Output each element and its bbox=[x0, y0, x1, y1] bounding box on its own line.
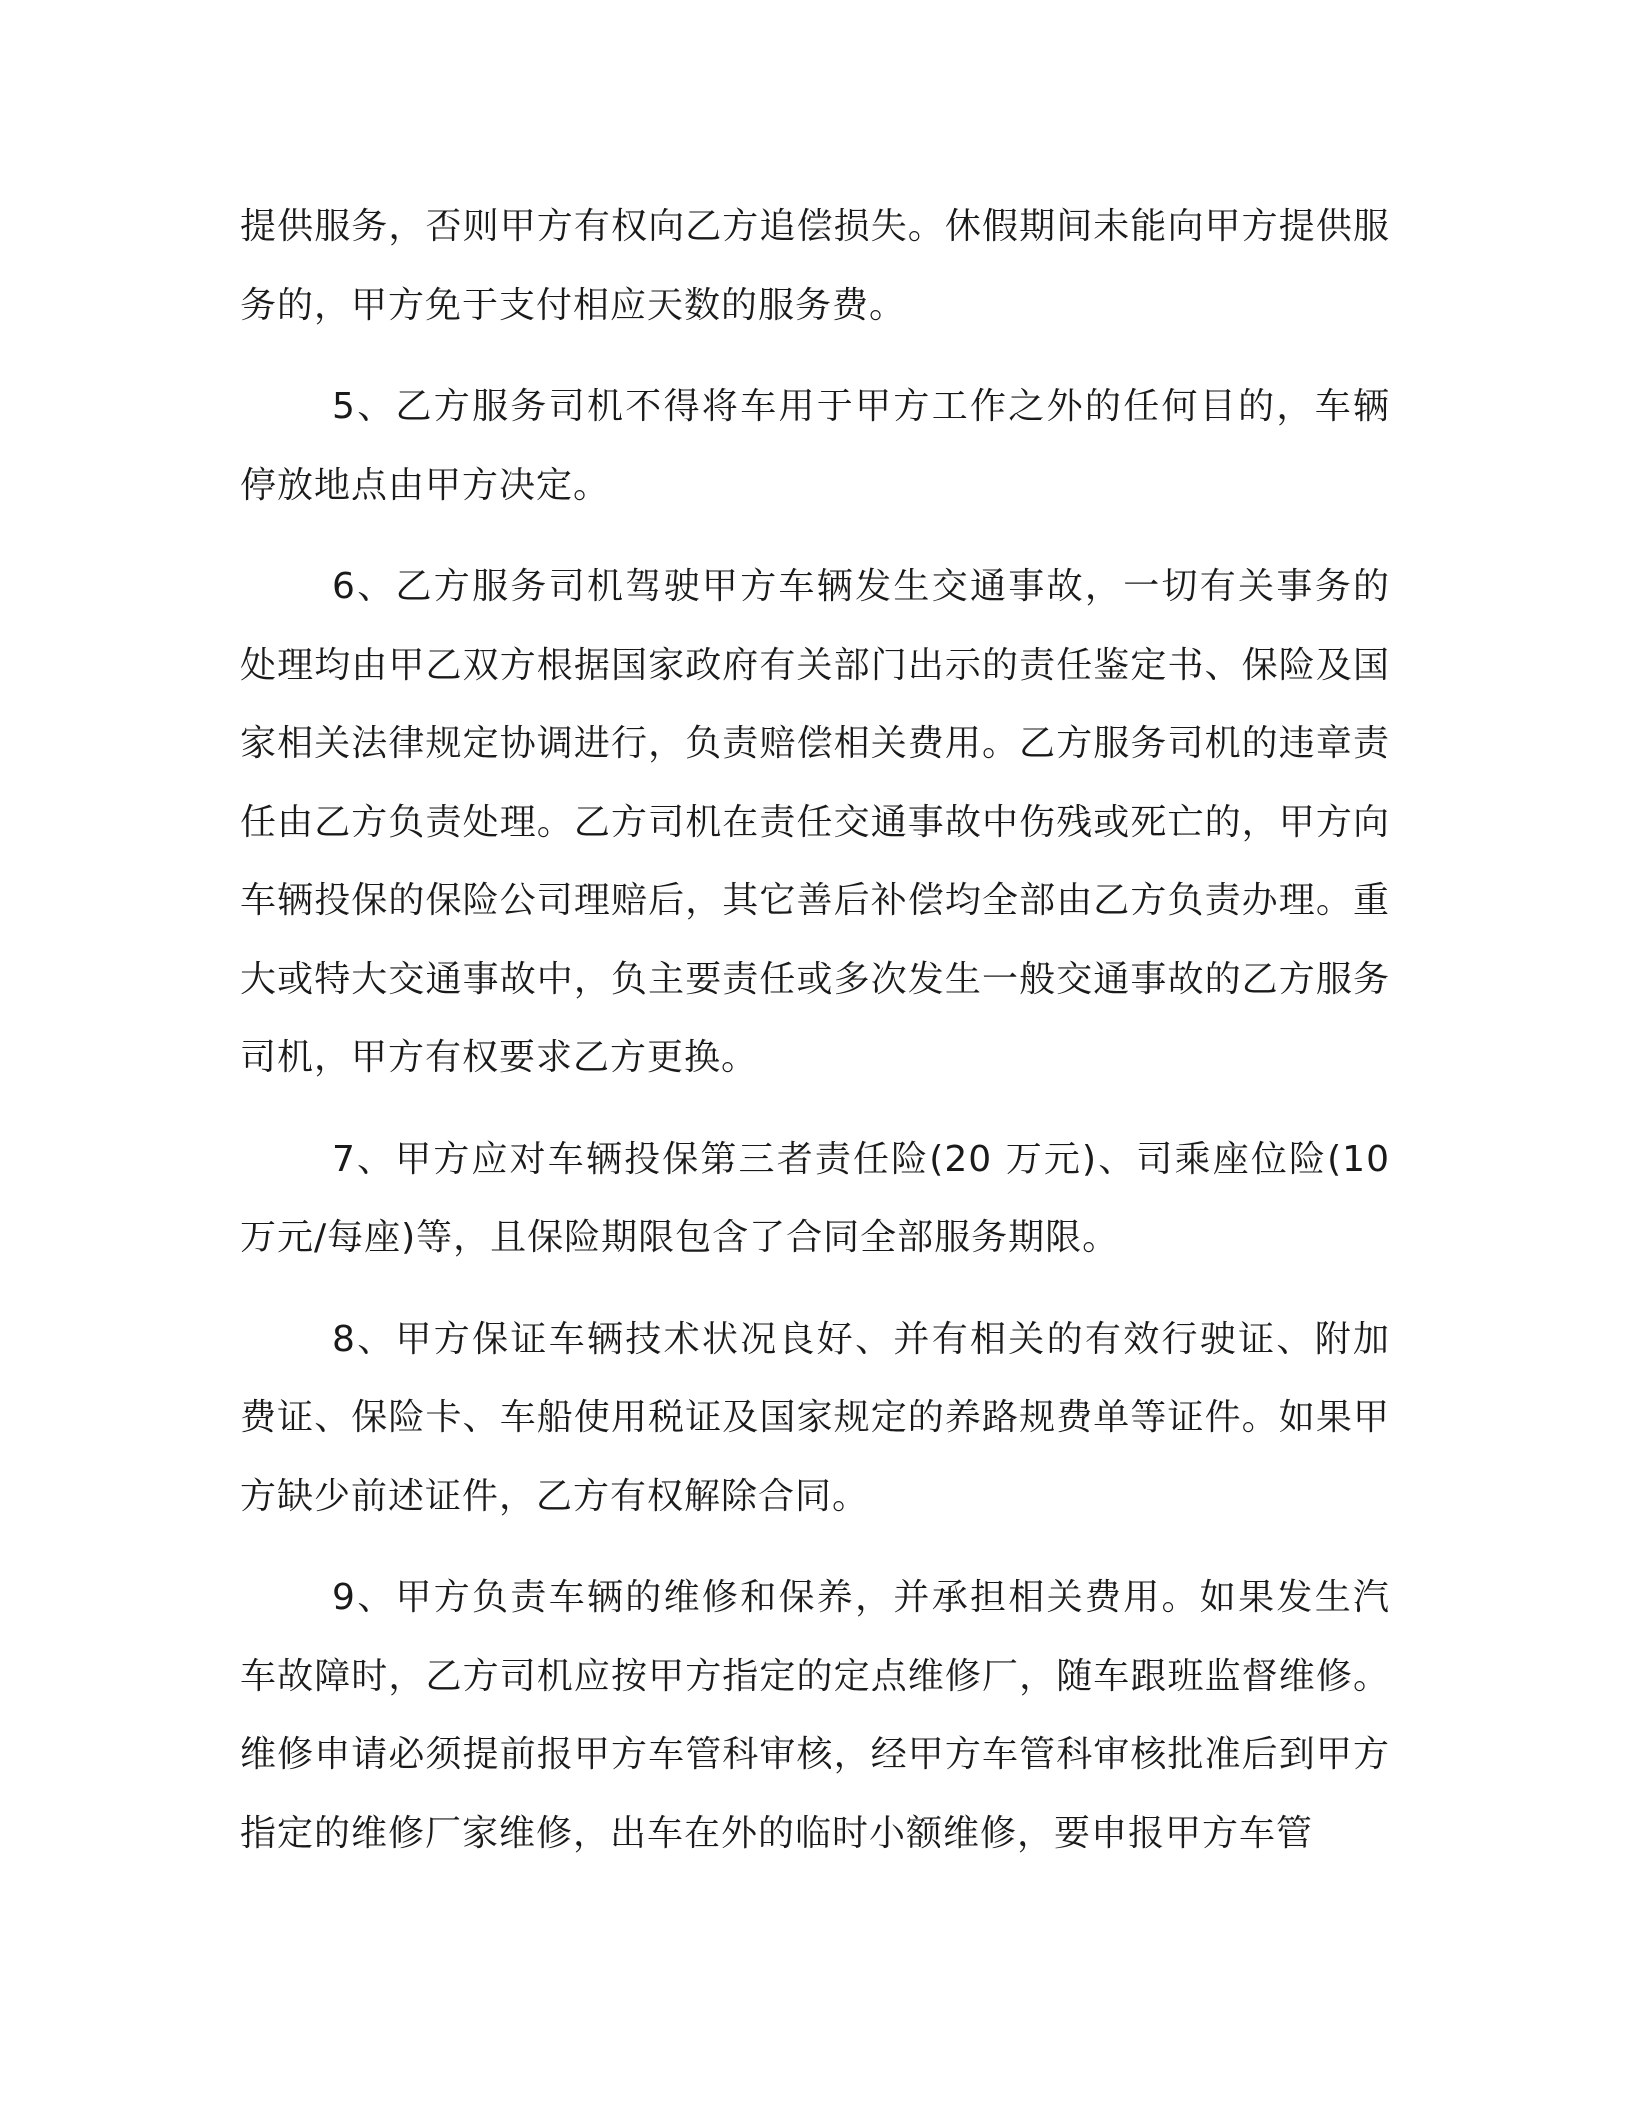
paragraph-clause-6: 6、乙方服务司机驾驶甲方车辆发生交通事故，一切有关事务的处理均由甲乙双方根据国家政府有关部门出示的责任鉴定书、保险及国家相关法律规定协调进行，负责赔偿相关费用。乙方服务司机的违章责任由乙方负责处理。乙方司机在责任交通事故中伤残或死亡的，甲方向车辆投保的保险公司理赔后，其它善后补偿均全部由乙方负责办理。重大或特大交通事故中，负主要责任或多次发生一般交通事故的乙方服务司机，甲方有权要求乙方更换。 bbox=[240, 566, 1390, 1078]
paragraph-clause-8: 8、甲方保证车辆技术状况良好、并有相关的有效行驶证、附加费证、保险卡、车船使用税证及国家规定的养路规费单等证件。如果甲方缺少前述证件，乙方有权解除合同。 bbox=[240, 1318, 1390, 1517]
paragraph-clause-5: 5、乙方服务司机不得将车用于甲方工作之外的任何目的，车辆停放地点由甲方决定。 bbox=[240, 386, 1390, 506]
paragraph-clause-7: 7、甲方应对车辆投保第三者责任险(20 万元)、司乘座位险(10 万元/每座)等，且保险期限包含了合同全部服务期限。 bbox=[240, 1138, 1390, 1258]
paragraph-continuation: 提供服务，否则甲方有权向乙方追偿损失。休假期间未能向甲方提供服务的，甲方免于支付相应天数的服务费。 bbox=[240, 206, 1390, 326]
document-body bbox=[240, 188, 1390, 1896]
paragraph-clause-9: 9、甲方负责车辆的维修和保养，并承担相关费用。如果发生汽车故障时，乙方司机应按甲方指定的定点维修厂，随车跟班监督维修。维修申请必须提前报甲方车管科审核，经甲方车管科审核批准后到甲方指定的维修厂家维修，出车在外的临时小额维修，要申报甲方车管 bbox=[240, 1577, 1390, 1854]
